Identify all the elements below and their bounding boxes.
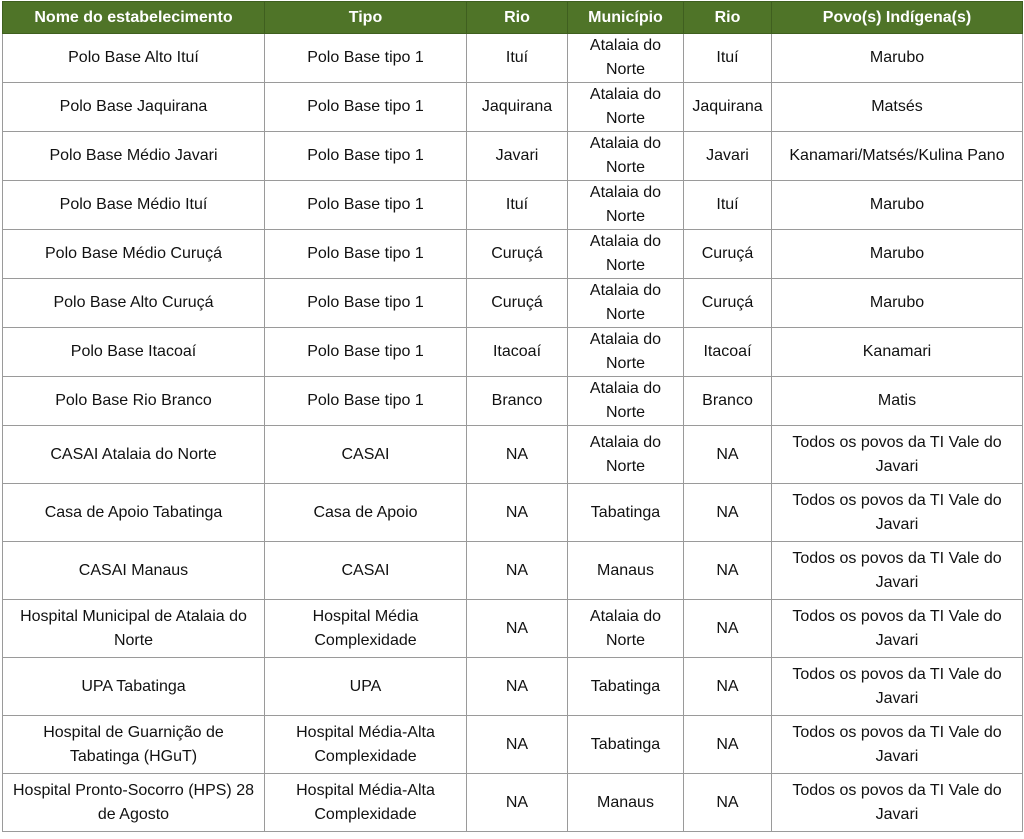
table-header-row	[3, 2, 1023, 34]
cell-povos: Todos os povos da TI Vale do Javari	[772, 600, 1023, 658]
cell-rio: Ituí	[467, 34, 568, 83]
cell-municipio: Atalaia do Norte	[568, 34, 684, 83]
cell-rio-2: NA	[684, 600, 772, 658]
cell-nome: Polo Base Médio Ituí	[3, 181, 265, 230]
cell-povos: Todos os povos da TI Vale do Javari	[772, 658, 1023, 716]
cell-povos: Todos os povos da TI Vale do Javari	[772, 484, 1023, 542]
cell-nome: Hospital Municipal de Atalaia do Norte	[3, 600, 265, 658]
header-nome: Nome do estabelecimento	[3, 2, 265, 34]
cell-tipo: Polo Base tipo 1	[265, 230, 467, 279]
cell-rio-2: Curuçá	[684, 230, 772, 279]
cell-povos: Kanamari	[772, 328, 1023, 377]
cell-nome: Polo Base Alto Ituí	[3, 34, 265, 83]
cell-rio: Branco	[467, 377, 568, 426]
establishments-table	[2, 1, 1023, 832]
cell-povos: Kanamari/Matsés/Kulina Pano	[772, 132, 1023, 181]
cell-nome: Casa de Apoio Tabatinga	[3, 484, 265, 542]
cell-municipio: Tabatinga	[568, 716, 684, 774]
table-row	[3, 328, 1023, 377]
cell-rio-2: NA	[684, 484, 772, 542]
cell-nome: UPA Tabatinga	[3, 658, 265, 716]
cell-nome: Polo Base Alto Curuçá	[3, 279, 265, 328]
table-body	[3, 34, 1023, 832]
cell-rio: Curuçá	[467, 279, 568, 328]
cell-tipo: Polo Base tipo 1	[265, 132, 467, 181]
header-rio: Rio	[467, 2, 568, 34]
cell-tipo: Hospital Média-Alta Complexidade	[265, 774, 467, 832]
cell-povos: Marubo	[772, 181, 1023, 230]
cell-tipo: Casa de Apoio	[265, 484, 467, 542]
cell-povos: Todos os povos da TI Vale do Javari	[772, 716, 1023, 774]
table-row	[3, 774, 1023, 832]
table-row	[3, 542, 1023, 600]
cell-rio: Curuçá	[467, 230, 568, 279]
cell-municipio: Atalaia do Norte	[568, 181, 684, 230]
cell-nome: Hospital Pronto-Socorro (HPS) 28 de Agosto	[3, 774, 265, 832]
cell-povos: Marubo	[772, 279, 1023, 328]
cell-tipo: UPA	[265, 658, 467, 716]
cell-tipo: Hospital Média Complexidade	[265, 600, 467, 658]
cell-rio-2: Ituí	[684, 181, 772, 230]
table-row	[3, 426, 1023, 484]
cell-rio-2: Jaquirana	[684, 83, 772, 132]
cell-rio-2: Javari	[684, 132, 772, 181]
cell-rio: Jaquirana	[467, 83, 568, 132]
cell-tipo: CASAI	[265, 542, 467, 600]
cell-rio-2: Branco	[684, 377, 772, 426]
cell-rio-2: Ituí	[684, 34, 772, 83]
cell-tipo: CASAI	[265, 426, 467, 484]
cell-municipio: Atalaia do Norte	[568, 83, 684, 132]
cell-municipio: Atalaia do Norte	[568, 377, 684, 426]
cell-tipo: Polo Base tipo 1	[265, 34, 467, 83]
cell-rio: Javari	[467, 132, 568, 181]
cell-povos: Matsés	[772, 83, 1023, 132]
cell-rio-2: NA	[684, 426, 772, 484]
cell-rio-2: Curuçá	[684, 279, 772, 328]
cell-rio: NA	[467, 426, 568, 484]
cell-municipio: Manaus	[568, 774, 684, 832]
cell-rio-2: NA	[684, 716, 772, 774]
cell-rio: NA	[467, 600, 568, 658]
table-row	[3, 600, 1023, 658]
cell-rio-2: NA	[684, 658, 772, 716]
table-row	[3, 83, 1023, 132]
cell-tipo: Polo Base tipo 1	[265, 328, 467, 377]
header-povos: Povo(s) Indígena(s)	[772, 2, 1023, 34]
cell-rio: NA	[467, 658, 568, 716]
cell-municipio: Manaus	[568, 542, 684, 600]
cell-nome: Polo Base Médio Javari	[3, 132, 265, 181]
cell-povos: Marubo	[772, 34, 1023, 83]
cell-povos: Matis	[772, 377, 1023, 426]
table-row	[3, 377, 1023, 426]
header-tipo: Tipo	[265, 2, 467, 34]
cell-municipio: Atalaia do Norte	[568, 132, 684, 181]
cell-povos: Marubo	[772, 230, 1023, 279]
cell-municipio: Atalaia do Norte	[568, 328, 684, 377]
cell-municipio: Tabatinga	[568, 484, 684, 542]
table-row	[3, 34, 1023, 83]
cell-tipo: Polo Base tipo 1	[265, 181, 467, 230]
table-row	[3, 716, 1023, 774]
cell-povos: Todos os povos da TI Vale do Javari	[772, 774, 1023, 832]
cell-municipio: Atalaia do Norte	[568, 230, 684, 279]
cell-tipo: Polo Base tipo 1	[265, 377, 467, 426]
table-row	[3, 658, 1023, 716]
header-rio-2: Rio	[684, 2, 772, 34]
cell-tipo: Hospital Média-Alta Complexidade	[265, 716, 467, 774]
table-row	[3, 484, 1023, 542]
cell-nome: CASAI Atalaia do Norte	[3, 426, 265, 484]
cell-municipio: Atalaia do Norte	[568, 600, 684, 658]
cell-nome: Polo Base Médio Curuçá	[3, 230, 265, 279]
cell-rio: Itacoaí	[467, 328, 568, 377]
cell-povos: Todos os povos da TI Vale do Javari	[772, 542, 1023, 600]
cell-municipio: Atalaia do Norte	[568, 279, 684, 328]
cell-tipo: Polo Base tipo 1	[265, 279, 467, 328]
cell-municipio: Atalaia do Norte	[568, 426, 684, 484]
table-row	[3, 279, 1023, 328]
cell-povos: Todos os povos da TI Vale do Javari	[772, 426, 1023, 484]
table-row	[3, 230, 1023, 279]
cell-municipio: Tabatinga	[568, 658, 684, 716]
cell-rio: Ituí	[467, 181, 568, 230]
cell-rio-2: NA	[684, 774, 772, 832]
cell-nome: Polo Base Rio Branco	[3, 377, 265, 426]
cell-rio-2: Itacoaí	[684, 328, 772, 377]
cell-rio: NA	[467, 542, 568, 600]
cell-nome: Hospital de Guarnição de Tabatinga (HGuT)	[3, 716, 265, 774]
cell-nome: Polo Base Itacoaí	[3, 328, 265, 377]
header-municipio: Município	[568, 2, 684, 34]
cell-rio: NA	[467, 774, 568, 832]
cell-nome: Polo Base Jaquirana	[3, 83, 265, 132]
cell-rio: NA	[467, 484, 568, 542]
cell-tipo: Polo Base tipo 1	[265, 83, 467, 132]
table-row	[3, 181, 1023, 230]
cell-rio-2: NA	[684, 542, 772, 600]
table-row	[3, 132, 1023, 181]
cell-rio: NA	[467, 716, 568, 774]
cell-nome: CASAI Manaus	[3, 542, 265, 600]
